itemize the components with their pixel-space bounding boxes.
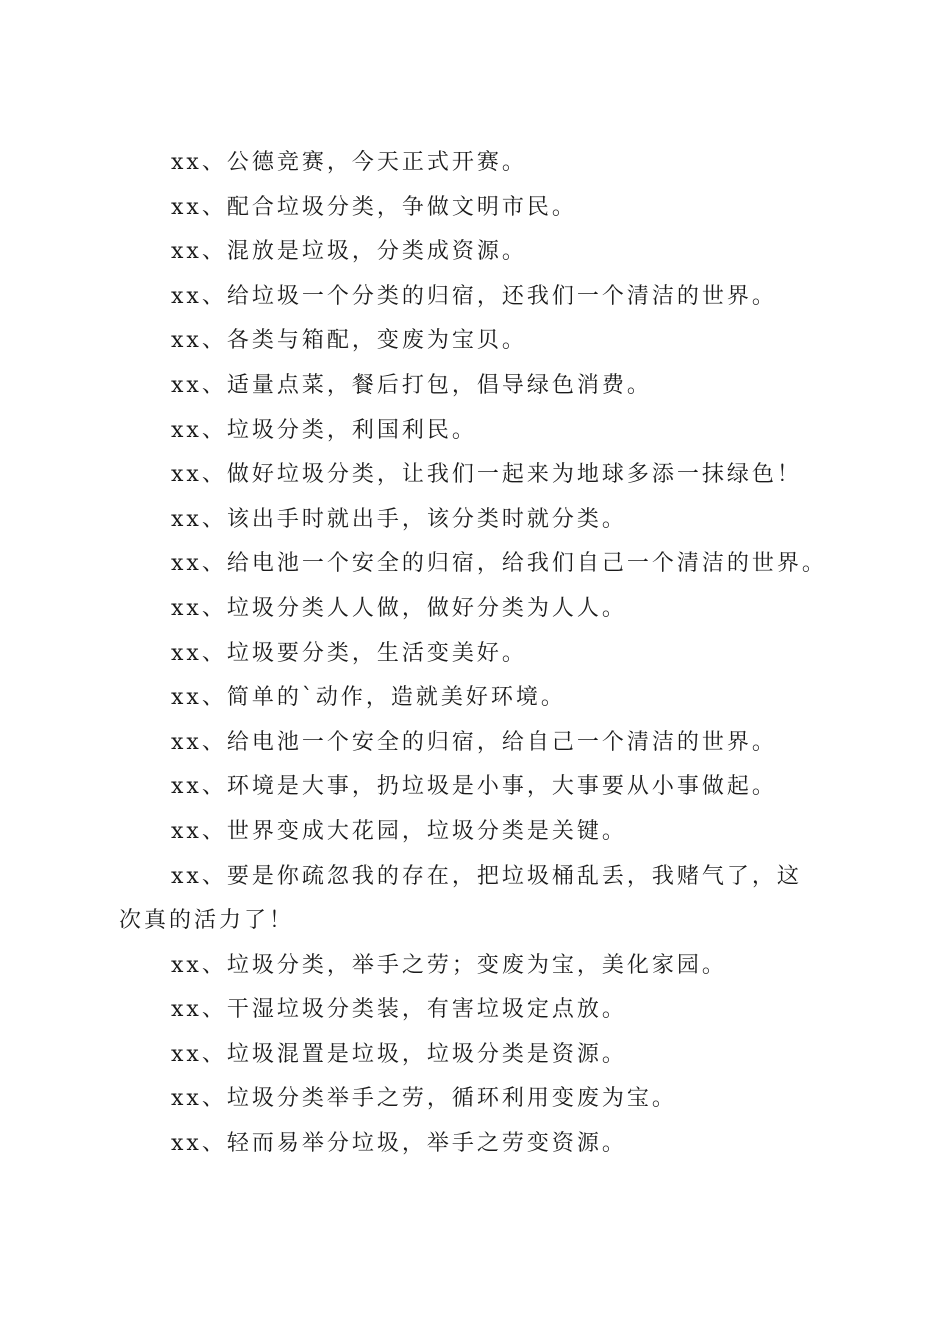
slogan-line: xx、垃圾分类人人做，做好分类为人人。	[171, 595, 627, 621]
slogan-line: xx、轻而易举分垃圾，举手之劳变资源。	[171, 1131, 627, 1157]
slogan-line: xx、公德竞赛，今天正式开赛。	[171, 150, 527, 175]
slogan-line: xx、垃圾分类，利国利民。	[171, 417, 477, 443]
slogan-line: xx、该出手时就出手，该分类时就分类。	[171, 506, 627, 532]
slogan-line: xx、环境是大事，扔垃圾是小事，大事要从小事做起。	[171, 774, 777, 800]
slogan-line: xx、混放是垃圾，分类成资源。	[171, 239, 527, 265]
slogan-line: xx、简单的`动作，造就美好环境。	[171, 685, 566, 711]
slogan-line: xx、干湿垃圾分类装，有害垃圾定点放。	[171, 997, 627, 1023]
slogan-line-continuation: 次真的活力了！	[119, 908, 295, 934]
slogan-line: xx、给电池一个安全的归宿，给我们自己一个清洁的世界。	[171, 551, 827, 577]
slogan-line: xx、给电池一个安全的归宿，给自己一个清洁的世界。	[171, 729, 777, 755]
slogan-list	[119, 141, 831, 1167]
slogan-line-wrapped	[119, 855, 831, 944]
slogan-line: xx、做好垃圾分类，让我们一起来为地球多添一抹绿色！	[171, 462, 802, 488]
slogan-line: xx、配合垃圾分类，争做文明市民。	[171, 194, 577, 220]
slogan-line: xx、给垃圾一个分类的归宿，还我们一个清洁的世界。	[171, 283, 777, 309]
slogan-line: xx、世界变成大花园，垃圾分类是关键。	[171, 818, 627, 844]
slogan-line: xx、垃圾分类举手之劳，循环利用变废为宝。	[171, 1086, 677, 1112]
slogan-line: xx、垃圾要分类，生活变美好。	[171, 640, 527, 666]
slogan-line: xx、垃圾分类，举手之劳；变废为宝，美化家园。	[171, 952, 727, 978]
slogan-line: xx、各类与箱配，变废为宝贝。	[171, 328, 527, 354]
slogan-line-first-part: xx、要是你疏忽我的存在，把垃圾桶乱丢，我赌气了，这	[171, 863, 802, 889]
slogan-line: xx、适量点菜，餐后打包，倡导绿色消费。	[171, 372, 652, 398]
slogan-line: xx、垃圾混置是垃圾，垃圾分类是资源。	[171, 1041, 627, 1067]
